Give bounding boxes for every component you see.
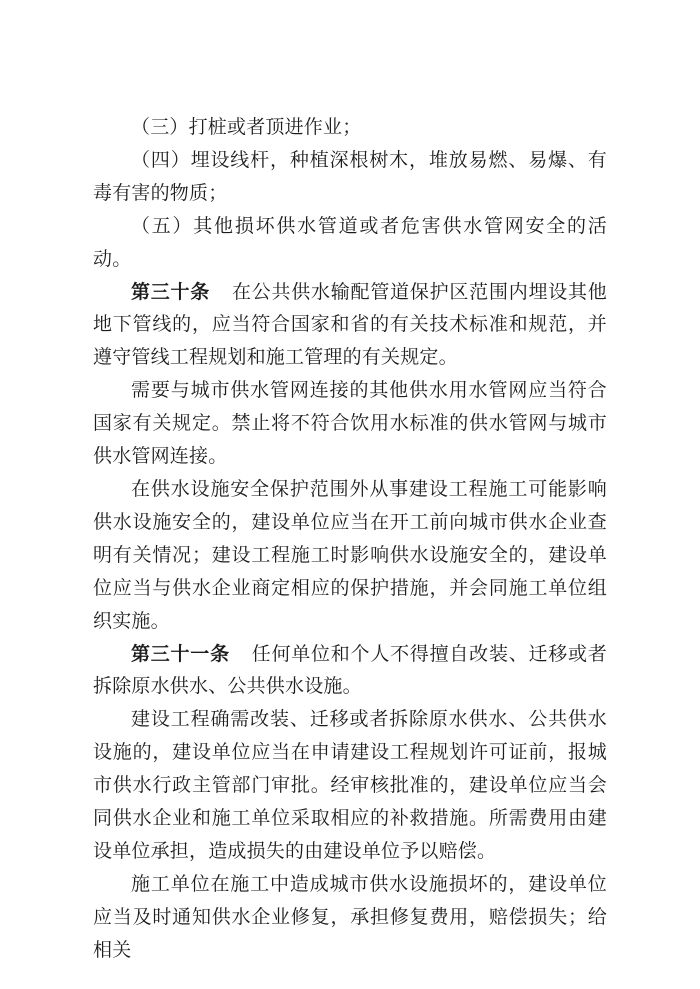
list-item-3: [93, 112, 607, 145]
paragraph-text: 在供水设施安全保护范围外从事建设工程施工可能影响供水设施安全的，建设单位应当在开工前向城市供水企业查明有关情况；建设工程施工时影响供水设施安全的，建设单位应当与供水企业商定相应的保护措施，并会同施工单位组织实施。: [93, 478, 607, 632]
paragraph-text: （五）其他损坏供水管道或者危害供水管网安全的活动。: [93, 215, 607, 270]
list-item-5: [93, 211, 607, 277]
paragraph-text: 在公共供水输配管道保护区范围内埋设其他地下管线的，应当符合国家和省的有关技术标准和规范，并遵守管线工程规划和施工管理的有关规定。: [93, 281, 607, 369]
paragraph-text: （三）打桩或者顶进作业；: [131, 117, 362, 138]
article-30-para-3: [93, 474, 607, 639]
article-30: [93, 277, 607, 376]
paragraph-text: 任何单位和个人不得擅自改装、迁移或者拆除原水供水、公共供水设施。: [93, 643, 607, 698]
article-31-para-3: [93, 869, 607, 968]
article-number: 第三十一条: [131, 643, 230, 665]
list-item-4: [93, 145, 607, 211]
paragraph-text: 建设工程确需改装、迁移或者拆除原水供水、公共供水设施的，建设单位应当在申请建设工程规划许可证前，报城市供水行政主管部门审批。经审核批准的，建设单位应当会同供水企业和施工单位采取相应的补救措施。所需费用由建设单位承担，造成损失的由建设单位予以赔偿。: [93, 709, 607, 862]
document-body: [93, 112, 607, 968]
article-30-para-2: [93, 375, 607, 474]
paragraph-text: 需要与城市供水管网连接的其他供水用水管网应当符合国家有关规定。禁止将不符合饮用水标准的供水管网与城市供水管网连接。: [93, 380, 607, 468]
article-number: 第三十条: [131, 281, 211, 303]
article-31-para-2: [93, 704, 607, 869]
article-31: [93, 639, 607, 705]
paragraph-text: 施工单位在施工中造成城市供水设施损坏的，建设单位应当及时通知供水企业修复，承担修复费用，赔偿损失；给相关: [93, 873, 607, 961]
paragraph-text: （四）埋设线杆，种植深根树木，堆放易燃、易爆、有毒有害的物质；: [93, 149, 607, 204]
